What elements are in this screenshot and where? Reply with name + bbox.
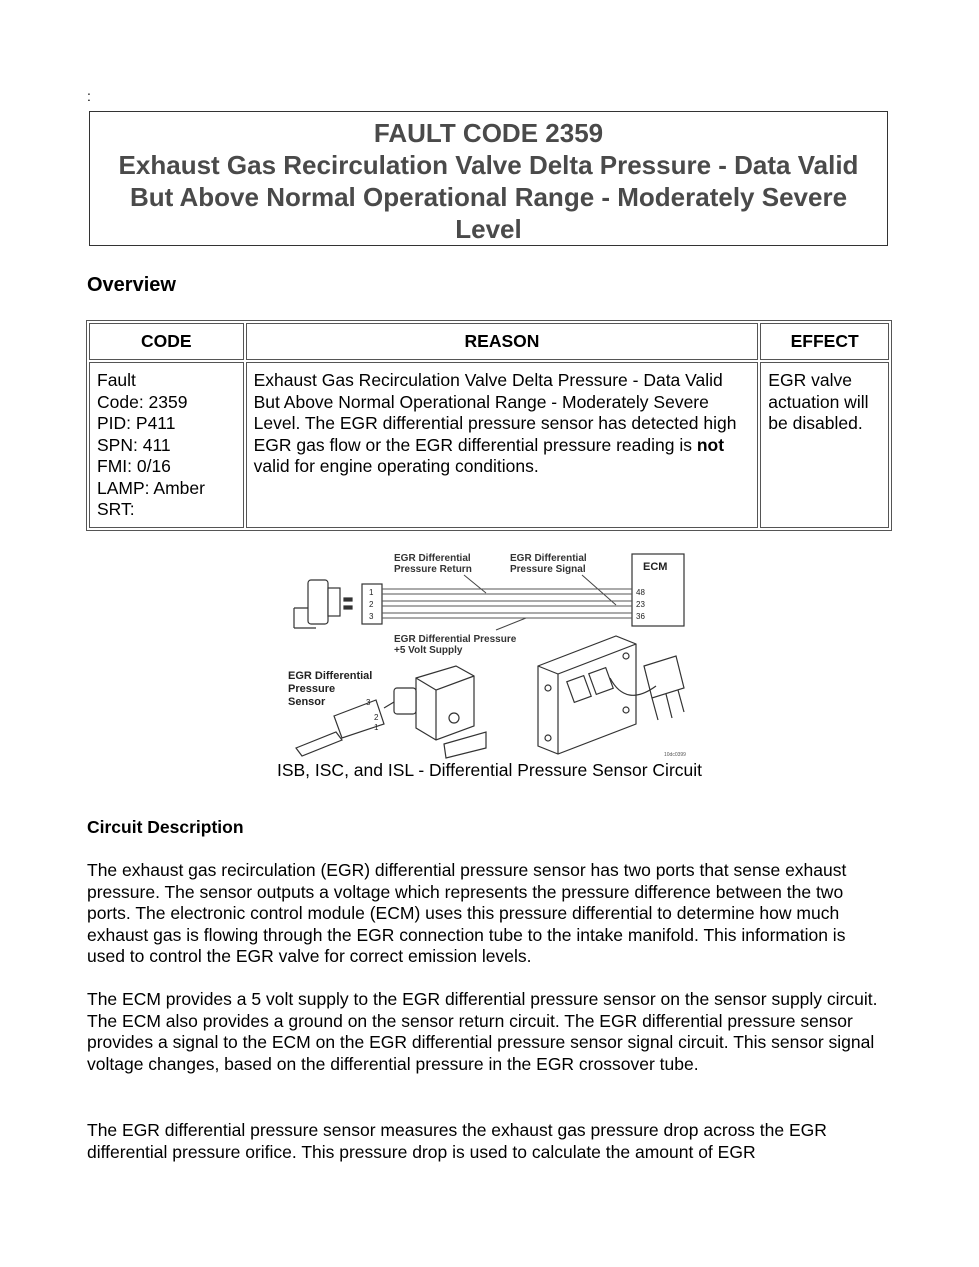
connector-pin: 1 — [369, 588, 374, 597]
code-line: Fault — [97, 370, 136, 390]
connector-pin: 3 — [369, 612, 374, 621]
reason-bold: not — [696, 434, 725, 455]
label-sensor-2: Pressure — [288, 683, 336, 695]
code-line: SPN: 411 — [97, 434, 171, 455]
sensor-connector-pin: 2 — [374, 713, 379, 722]
sensor-connector-pin: 1 — [374, 723, 379, 732]
fault-code-title: FAULT CODE 2359 — [373, 118, 604, 148]
paragraph-2: The ECM provides a 5 volt supply to the EGR differential pressure sensor on the sensor supply circuit. The ECM also provides a ground on the sensor return circuit. The EGR differential pressure sensor provides a signal to the ECM on the EGR differential pressure sensor signal circuit. This sensor signal voltage changes, based on the differential pressure in the EGR crossover tube. — [87, 989, 878, 1074]
cell-reason — [246, 362, 759, 528]
fault-description-title: Exhaust Gas Recirculation Valve Delta Pressure - Data Valid But Above Normal Operational Range - Moderately Severe Level — [118, 150, 859, 244]
reason-text: Exhaust Gas Recirculation Valve Delta Pressure - Data Valid But Above Normal Operational Range - Moderately Severe Level. The EGR differential pressure sensor has detected high EGR gas flow or the EGR differential pressure reading is — [253, 370, 737, 455]
label-ecm: ECM — [643, 561, 668, 573]
label-signal-2: Pressure Signal — [510, 564, 586, 575]
label-supply-2: +5 Volt Supply — [394, 645, 463, 656]
label-sensor-3: Sensor — [288, 696, 326, 708]
connector-pin: 2 — [369, 600, 374, 609]
paragraph-3: The EGR differential pressure sensor measures the exhaust gas pressure drop across the EGR differential pressure orifice. This pressure drop is used to calculate the amount of EGR — [87, 1120, 827, 1162]
code-line: Code: 2359 — [97, 391, 188, 412]
page-colon: : — [87, 88, 91, 104]
header-code: CODE — [89, 323, 244, 360]
paragraph-1: The exhaust gas recirculation (EGR) differential pressure sensor has two ports that sense exhaust pressure. The sensor outputs a voltage which represents the pressure difference between the two ports. The electronic control module (ECM) uses this pressure differential to determine how much exhaust gas is flowing through the EGR connection tube to the intake manifold. This information is used to control the EGR valve for correct emission levels. — [87, 860, 847, 967]
code-line: FMI: 0/16 — [97, 456, 171, 476]
reason-text-end: valid for engine operating conditions. — [253, 456, 539, 476]
circuit-description-heading: Circuit Description — [87, 817, 244, 837]
figure-id: 10dc0399 — [664, 752, 686, 758]
cell-effect: EGR valve actuation will be disabled. — [760, 362, 889, 528]
table-row — [89, 362, 889, 528]
label-supply-1: EGR Differential Pressure — [394, 634, 517, 645]
circuit-diagram — [286, 548, 698, 760]
label-return-2: Pressure Return — [394, 564, 472, 575]
fault-table — [86, 320, 892, 531]
fault-title-box — [89, 111, 888, 246]
table-header-row — [89, 323, 889, 360]
code-line: PID: P411 — [97, 413, 176, 433]
ecm-pin: 48 — [636, 588, 645, 597]
diagram-caption: ISB, ISC, and ISL - Differential Pressure Sensor Circuit — [276, 760, 703, 780]
ecm-pin: 36 — [636, 612, 645, 621]
label-return-1: EGR Differential — [394, 553, 471, 564]
ecm-module-drawing — [538, 636, 684, 754]
header-reason: REASON — [246, 323, 759, 360]
label-sensor-1: EGR Differential — [288, 670, 373, 682]
cell-code — [89, 362, 244, 528]
ecm-pin: 23 — [636, 600, 645, 609]
sensor-connector-pin: 3 — [366, 698, 371, 707]
label-signal-1: EGR Differential — [510, 553, 587, 564]
header-effect: EFFECT — [760, 323, 889, 360]
code-line: SRT: — [97, 499, 135, 519]
code-line: LAMP: Amber — [97, 477, 205, 498]
overview-heading: Overview — [87, 274, 176, 296]
